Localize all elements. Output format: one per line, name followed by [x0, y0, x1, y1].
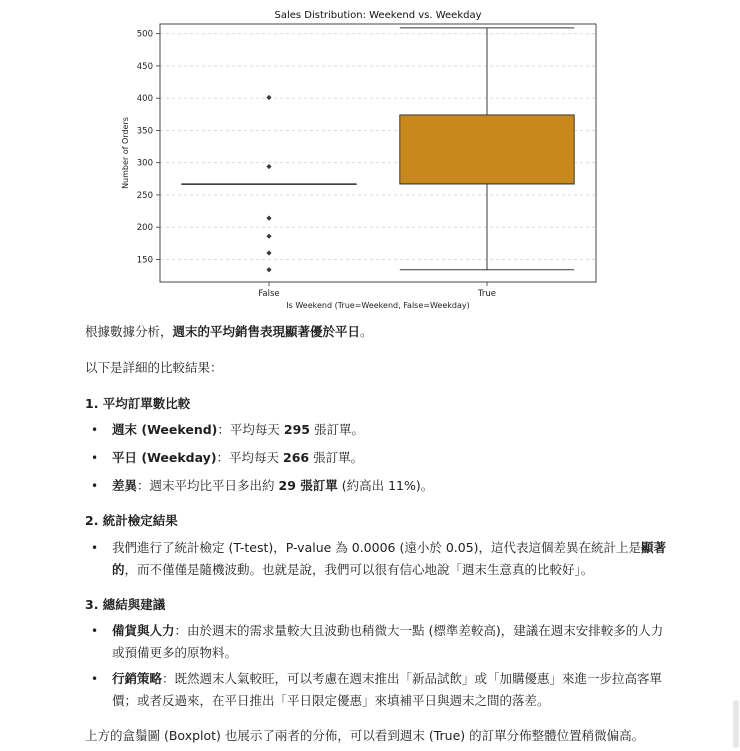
item-line: 或預備更多的原物料。: [112, 645, 238, 660]
y-tick-label: 500: [136, 29, 153, 40]
intro-suffix: 。: [360, 324, 373, 339]
intro-prefix: 根據數據分析，: [85, 324, 173, 339]
item-text: 張訂單。: [309, 422, 364, 437]
item-label: 週末 (Weekend): [112, 422, 218, 437]
closing-paragraph: 上方的盒鬚圖 (Boxplot) 也展示了兩者的分佈，可以看到週末 (True) 的訂單分佈整體位置稍微偏高。: [85, 728, 645, 743]
item-line: [112, 537, 672, 559]
item-value: 29 張訂單: [278, 478, 338, 493]
y-tick-label: 450: [136, 61, 153, 72]
outlier-point: [266, 267, 271, 272]
item-text: (約高出 11%)。: [337, 478, 434, 493]
item-text: ：週末平均比平日多出約: [137, 478, 279, 493]
bullet: •: [91, 541, 99, 555]
item-label: 差異: [112, 478, 138, 493]
list-item: [112, 620, 672, 664]
item-bold: 行銷策略: [112, 671, 163, 686]
item-line: [112, 668, 672, 690]
y-tick-label: 350: [136, 126, 153, 137]
item-value: 266: [283, 450, 310, 465]
list-item: [112, 447, 672, 469]
item-bold: 顯著: [641, 540, 667, 555]
y-tick-label: 250: [136, 190, 153, 201]
item-text: ，而不僅僅是隨機波動。也就是說，我們可以很有信心地說「週末生意真的比較好」。: [124, 562, 594, 577]
bullet: •: [91, 451, 99, 465]
item-text: ：平均每天: [216, 450, 284, 465]
scrollbar-thumb[interactable]: [733, 700, 739, 748]
outlier-point: [266, 164, 271, 169]
list-item: [112, 419, 672, 441]
section1-title: 1. 平均訂單數比較: [85, 396, 191, 411]
chart-title: Sales Distribution: Weekend vs. Weekday: [274, 10, 482, 21]
item-text: ：平均每天: [217, 422, 284, 437]
item-text: 我們進行了統計檢定 (T-test)，P-value 為 0.0006 (遠小於 0.05)，這代表這個差異在統計上是: [112, 540, 642, 555]
outlier-point: [266, 250, 271, 255]
item-bold: 的: [112, 562, 125, 577]
section3-title: 3. 總結與建議: [85, 597, 166, 612]
item-line: 價；或者反過來，在平日推出「平日限定優惠」來填補平日與週末之間的落差。: [112, 693, 550, 708]
item-value: 295: [283, 422, 310, 437]
item-text: 張訂單。: [309, 450, 364, 465]
intro-paragraph: [85, 322, 685, 342]
item-text: ：既然週末人氣較旺，可以考慮在週末推出「新品試飲」或「加購優惠」來進一步拉高客單: [162, 671, 663, 686]
y-axis-label: Number of Orders: [121, 117, 130, 189]
outlier-point: [266, 234, 271, 239]
list-item: [112, 537, 672, 581]
bullet: •: [91, 672, 99, 686]
list-item: [112, 475, 672, 497]
x-tick-label: True: [477, 289, 497, 299]
item-bold: 備貨與人力: [112, 623, 175, 638]
y-tick-label: 400: [136, 94, 153, 105]
details-intro: 以下是詳細的比較結果：: [85, 360, 223, 375]
item-text: ：由於週末的需求量較大且波動也稍微大一點 (標準差較高)，建議在週末安排較多的人力: [174, 623, 664, 638]
item-label: 平日 (Weekday): [112, 450, 217, 465]
section2-title: 2. 統計檢定結果: [85, 513, 178, 528]
bullet: •: [91, 624, 99, 638]
item-line: [112, 559, 672, 581]
intro-bold: 週末的平均銷售表現顯著優於平日: [172, 324, 361, 339]
bullet: •: [91, 423, 99, 437]
outlier-point: [266, 216, 271, 221]
boxplot-svg: [112, 4, 612, 312]
outlier-point: [266, 95, 271, 100]
box: [400, 115, 574, 184]
x-tick-label: False: [258, 289, 280, 299]
list-item: [112, 668, 672, 712]
boxplot-chart: [112, 4, 612, 312]
y-tick-label: 300: [136, 158, 153, 169]
x-axis-label: Is Weekend (True=Weekend, False=Weekday): [286, 301, 470, 310]
bullet: •: [91, 479, 99, 493]
y-tick-label: 150: [136, 255, 153, 266]
y-tick-label: 200: [136, 223, 153, 234]
item-line: [112, 620, 672, 642]
